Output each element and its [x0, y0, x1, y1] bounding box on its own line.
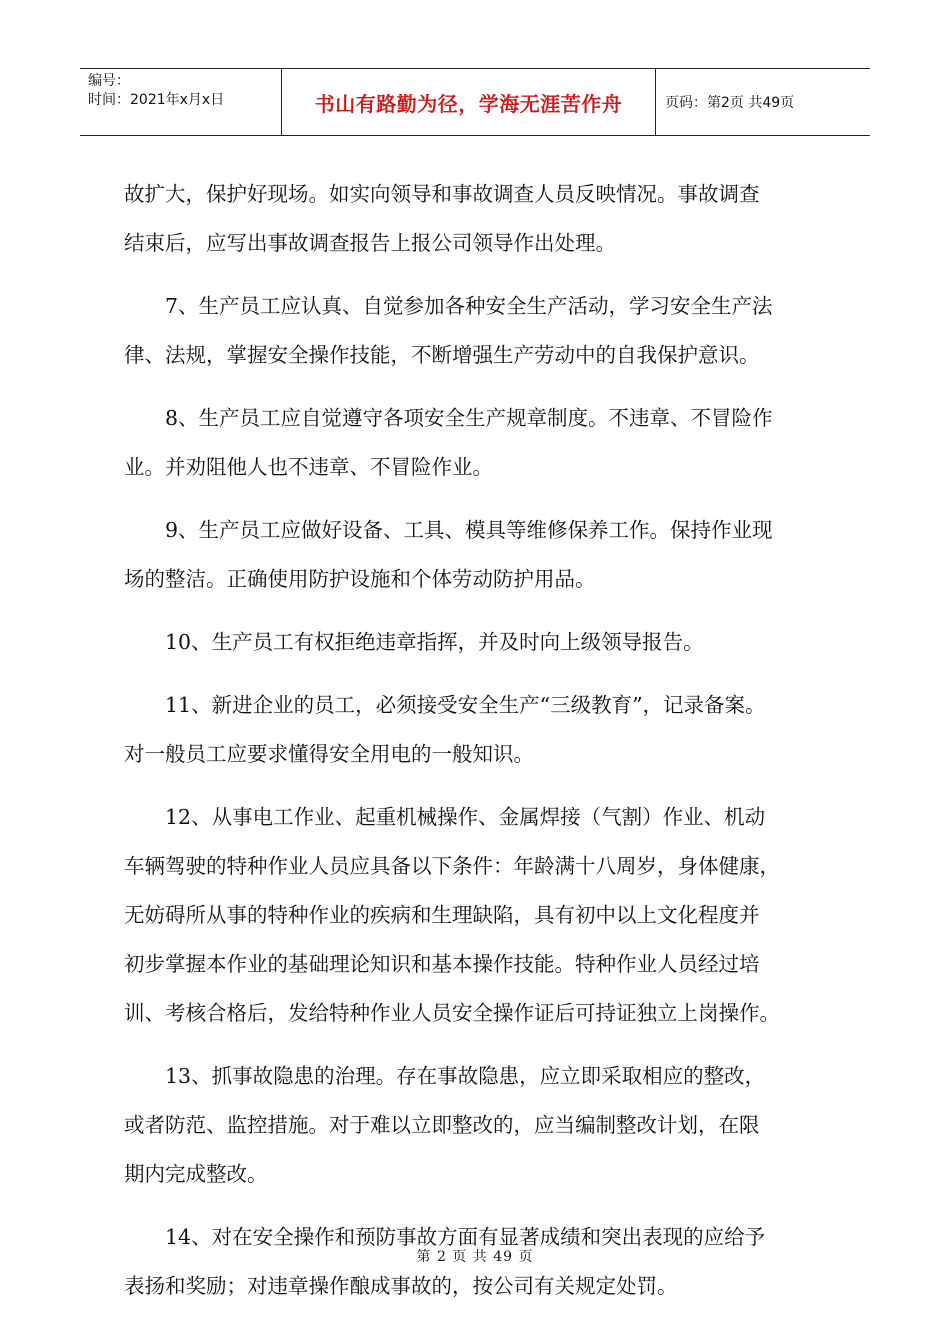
- paragraph-line: 7、生产员工应认真、自觉参加各种安全生产活动，学习安全生产法: [165, 294, 773, 318]
- paragraph-line: 或者防范、监控措施。对于难以立即整改的，应当编制整改计划，在限: [124, 1113, 760, 1137]
- document-header: [80, 68, 870, 136]
- paragraph: [124, 681, 836, 779]
- paragraph: [124, 793, 836, 1038]
- paragraph-gap: [124, 667, 836, 681]
- paragraph-gap: [124, 492, 836, 506]
- paragraph-line: 13、抓事故隐患的治理。存在事故隐患，应立即采取相应的整改，: [165, 1064, 766, 1088]
- paragraph-line: 车辆驾驶的特种作业人员应具备以下条件：年龄满十八周岁，身体健康，: [124, 854, 780, 878]
- paragraph-gap: [124, 604, 836, 618]
- paragraph-line: 训、考核合格后，发给特种作业人员安全操作证后可持证独立上岗操作。: [124, 1001, 780, 1025]
- paragraph: [124, 618, 836, 667]
- paragraph: [124, 394, 836, 492]
- paragraph-gap: [124, 380, 836, 394]
- paragraph-gap: [124, 268, 836, 282]
- paragraph-line: 表扬和奖励；对违章操作酿成事故的，按公司有关规定处罚。: [124, 1274, 678, 1298]
- header-info-cell: [80, 69, 282, 135]
- paragraph-line: 业。并劝阻他人也不违章、不冒险作业。: [124, 455, 493, 479]
- page-footer: 第 2 页 共 49 页: [416, 1249, 534, 1265]
- document-number-label: 编号：: [88, 73, 130, 89]
- paragraph-line: 初步掌握本作业的基础理论知识和基本操作技能。特种作业人员经过培: [124, 952, 760, 976]
- paragraph-line: 12、从事电工作业、起重机械操作、金属焊接（气割）作业、机动: [165, 805, 766, 829]
- paragraph-line: 期内完成整改。: [124, 1162, 268, 1186]
- paragraph-gap: [124, 779, 836, 793]
- header-page-info: 页码：第2页 共49页: [665, 95, 795, 111]
- paragraph: [124, 506, 836, 604]
- paragraph: [124, 170, 836, 268]
- header-motto-cell: [282, 69, 656, 135]
- paragraph-line: 9、生产员工应做好设备、工具、模具等维修保养工作。保持作业现: [165, 518, 773, 542]
- paragraph-gap: [124, 1038, 836, 1052]
- paragraph-line: 10、生产员工有权拒绝违章指挥，并及时向上级领导报告。: [165, 630, 704, 654]
- paragraph-line: 对一般员工应要求懂得安全用电的一般知识。: [124, 742, 534, 766]
- paragraph-line: 场的整洁。正确使用防护设施和个体劳动防护用品。: [124, 567, 596, 591]
- paragraph-line: 8、生产员工应自觉遵守各项安全生产规章制度。不违章、不冒险作: [165, 406, 773, 430]
- paragraph-line: 无妨碍所从事的特种作业的疾病和生理缺陷，具有初中以上文化程度并: [124, 903, 760, 927]
- paragraph-line: 14、对在安全操作和预防事故方面有显著成绩和突出表现的应给予: [165, 1225, 766, 1249]
- document-body: [124, 170, 836, 1311]
- paragraph-gap: [124, 1199, 836, 1213]
- document-date: 时间：2021年x月x日: [88, 92, 225, 108]
- paragraph-line: 结束后，应写出事故调查报告上报公司领导作出处理。: [124, 231, 616, 255]
- header-motto: 书山有路勤为径，学海无涯苦作舟: [314, 91, 623, 116]
- paragraph-line: 故扩大，保护好现场。如实向领导和事故调查人员反映情况。事故调查: [124, 182, 760, 206]
- paragraph-line: 律、法规，掌握安全操作技能，不断增强生产劳动中的自我保护意识。: [124, 343, 760, 367]
- paragraph: [124, 1052, 836, 1199]
- paragraph-line: 11、新进企业的员工，必须接受安全生产“三级教育”，记录备案。: [165, 693, 766, 717]
- paragraph: [124, 282, 836, 380]
